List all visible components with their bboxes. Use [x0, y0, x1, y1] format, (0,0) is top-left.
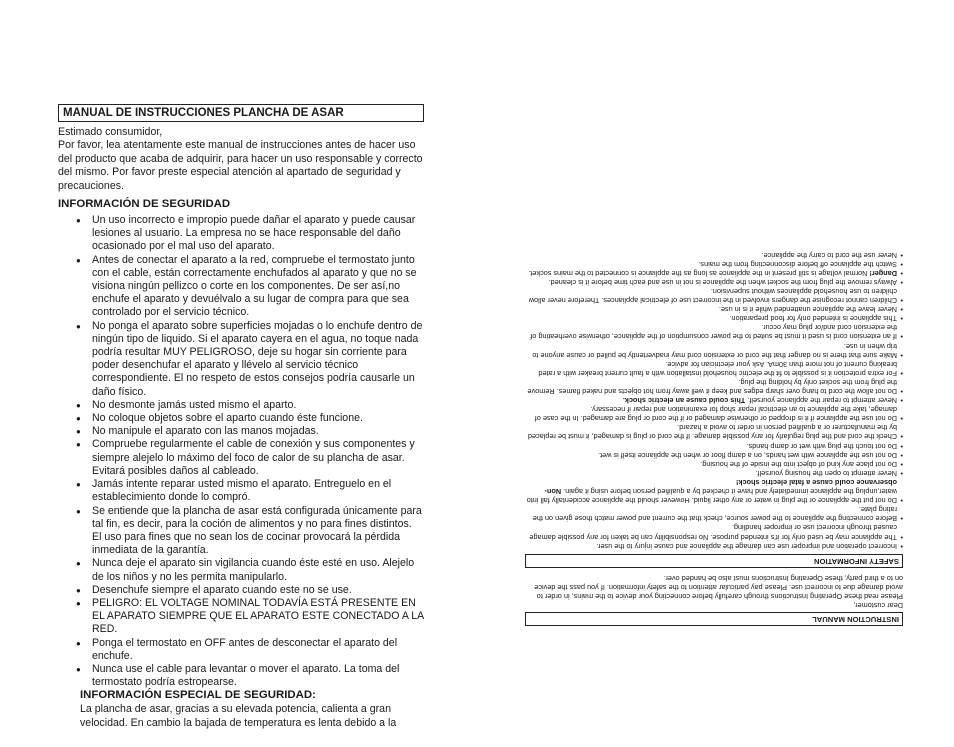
list-item: ● No coloque objetos sobre el aparto cuando éste funcione. — [58, 412, 424, 425]
warning-text: Non-observance could cause a fatal electric shock! — [544, 477, 897, 497]
list-item — [525, 269, 903, 278]
list-item-text: Children cannot recognise the dangers involved in the incorrect use of electrical appliances. Therefore never allow children to use household appliances without supervision. — [528, 287, 897, 306]
list-item — [525, 542, 903, 551]
list-item — [525, 442, 903, 451]
list-item — [525, 469, 903, 478]
list-item: ● Desenchufe siempre el aparato cuando este no se use. — [58, 584, 424, 597]
list-item-text: Do not put the appliance or the plug in water or any other liquid. However should the appliance accidentally fall into water,unplug the appliance immediately and have it checked by a qualified person before using it again. — [526, 487, 897, 506]
list-item — [525, 251, 903, 260]
list-item — [525, 423, 903, 441]
list-item — [525, 314, 903, 323]
list-item-text: Never leave the appliance unattended while it is in use. — [718, 305, 897, 315]
english-intro-block — [525, 574, 903, 610]
list-item: ● Jamás intente reparar usted mismo el aparato. Entreguelo en el establecimiento donde lo compró. — [58, 478, 424, 504]
list-item: ● Un uso incorrecto e impropio puede dañar el aparato y puede causar lesiones al usuario. La empresa no se hace responsable del daño ocasionado por el mal uso del aparato. — [58, 214, 424, 254]
spanish-intro: Por favor, lea atentamente este manual de instrucciones antes de hacer uso del producto que acaba de adquirir, para hacer un uso responsable y correcto del mismo. Por favor preste especial atención al apartado de seguridad y precauciones. — [58, 139, 423, 192]
list-item-text: Do not use the appliance if it is dropped or otherwise damaged or if the cord or plug are damaged. In the case of damage, take the appliance to an electrical repair shop for examination and repair if necessary. — [534, 405, 897, 424]
spanish-page — [58, 104, 424, 730]
list-item — [525, 451, 903, 460]
list-item-text: Never attempt to open the housing yourself. — [755, 468, 897, 478]
list-item-text: Do not touch the plug with wet or damp hands. — [746, 441, 897, 451]
list-item — [525, 478, 903, 505]
english-greeting: Dear customer, — [853, 601, 903, 610]
warning-text: This could cause an electric shock. — [622, 396, 748, 406]
list-item-text: Switch the appliance off before disconnecting from the mains. — [698, 259, 897, 269]
english-title: INSTRUCTION MANUAL — [525, 612, 903, 626]
english-safety-list — [525, 251, 903, 551]
list-item — [525, 378, 903, 396]
list-item — [525, 278, 903, 287]
spanish-greeting: Estimado consumidor, — [58, 126, 163, 138]
spanish-special-heading: INFORMACIÓN ESPECIAL DE SEGURIDAD: — [80, 689, 316, 702]
list-item-text: For extra protection it is possible to fit the electric household installation with a fault current breaker with a rated breaking current of not more than 30mA. Ask your electrician for advice. — [538, 359, 897, 378]
list-item-text: Always remove the plug from the socket when the appliance is not in use and each time before it is cleaned. — [548, 277, 897, 287]
list-item: ● No desmonte jamás usted mismo el aparto. — [58, 399, 424, 412]
list-item-text: Do not allow the cord to hang over sharp edges and keep it well away from hot objects and naked flames. Remove the plug from the socket only by holding the plug. — [527, 377, 897, 397]
list-item — [525, 405, 903, 423]
list-item — [525, 360, 903, 378]
list-item-text: This appliance is intended only for food preparation. — [729, 314, 897, 324]
english-intro: Please read these Operating Instructions through carefully before connecting your device to the mains, in order to avoid damage due to incorrect use. Please pay particular attention to the safety information. If you pass the device on to a third party, these Operating Instructions must also be handed over. — [534, 573, 903, 601]
list-item — [525, 523, 903, 541]
list-item-text: Incorrect operation and improper use can damage the appliance and cause injury to the user. — [596, 541, 897, 551]
list-item: ● No manipule el aparato con las manos mojadas. — [58, 425, 424, 438]
list-item-text: If an extension cord is used it must be suited to the power consumption of the appliance, otherwise overheating of the extension cord and/or plug may occur. — [530, 323, 897, 342]
list-item: ● PELIGRO: EL VOLTAGE NOMINAL TODAVÍA ESTÁ PRESENTE EN EL APARATO SIEMPRE QUE EL APARATO ESTE CONECTADO A LA RED. — [58, 597, 424, 637]
list-item — [525, 287, 903, 305]
list-item-text: Do not use the appliance with wet hands, on a damp floor or when the appliance itself is wet. — [598, 450, 897, 460]
list-item — [525, 260, 903, 269]
spanish-safety-heading: INFORMACIÓN DE SEGURIDAD — [58, 198, 231, 211]
spanish-safety-list — [58, 214, 424, 689]
list-item-text: Do not place any kind of object into the inside of the housing. — [700, 459, 897, 469]
list-item — [525, 460, 903, 469]
list-item — [525, 396, 903, 405]
list-item: ● Compruebe regularmente el cable de conexión y sus componentes y siempre alejelo lo máximo del foco de calor de su plancha de asar. Evitará posibles daños al cableado. — [58, 438, 424, 478]
spanish-title: MANUAL DE INSTRUCCIONES PLANCHA DE ASAR — [58, 104, 424, 122]
list-item-text: The appliance may be used only for it's intended purpose. No responsibility can be taken for any possible damage caused through incorrect use or improper handling. — [529, 523, 897, 542]
list-item-text: Make sure that there is no danger that the cord or extension cord may inadvertently be pulled or cause anyone to trip when in use. — [532, 341, 897, 360]
list-item: ● Ponga el termostato en OFF antes de desconectar el aparato del enchufe. — [58, 637, 424, 663]
list-item-text: Normal voltage is still present in the appliance as long as the appliance is connected to the mains socket. — [528, 268, 868, 278]
list-item: ● No ponga el aparato sobre superficies mojadas o lo enchufe dentro de ningún tipo de liquido. Si el aparato cayera en el agua, no toque nada podría resultar MUY PELIGROSO, deje su hogar sin corriente para poder desenchufar el aparato y llévelo al servicio técnico correspondiente. El no respeto de estos consejos podría causarle un daño físico. — [58, 320, 424, 399]
list-item-text: Never use the cord to carry the appliance. — [761, 250, 897, 260]
list-item — [525, 505, 903, 523]
list-item: ● Se entiende que la plancha de asar está configurada únicamente para tal fin, es decir, para la coción de alimentos y no para fines distintos. El uso para fines que no sean los de cocinar provocará la pérdida inmediata de la garantía. — [58, 505, 424, 558]
list-item-text: Check the cord and the plug regularly for any possible damage. If the cord or plug is damaged, it must be replaced by the manufacturer or a qualified person in order to avoid a hazard. — [527, 423, 897, 442]
list-item: ● Nunca deje el aparato sin vigilancia cuando éste esté en uso. Alejelo de los niños y no les permita manipularlo. — [58, 557, 424, 583]
list-item — [525, 323, 903, 341]
list-item — [525, 341, 903, 359]
spanish-intro-block — [58, 126, 424, 193]
warning-lead: Danger! — [867, 268, 897, 278]
list-item-text: Never attempt to repair the appliance yourself. — [747, 396, 897, 406]
list-item: ● Antes de conectar el aparato a la red, compruebe el termostato junto con el cable, están correctamente enchufados al aparato y que no se visiona ningún pellizco o corte en los componentes. De ser así,no enchufe el aparato y devuélvalo a su lugar de compra para que sea controlado por el servicio técnico. — [58, 254, 424, 320]
english-page-rotated — [525, 188, 903, 626]
english-safety-heading: SAFETY INFORMATION — [525, 554, 903, 568]
spanish-special-text: La plancha de asar, gracias a su elevada potencia, calienta a gran velocidad. En cambio la bajada de temperatura es lenta debido a la — [80, 703, 397, 729]
list-item — [525, 305, 903, 314]
list-item-text: Before connecting the appliance to the power source, check that the current and power match those given on the rating plate. — [532, 505, 897, 524]
list-item: ● Nunca use el cable para levantar o mover el aparato. La toma del termostato podría estropearse. — [58, 663, 424, 689]
